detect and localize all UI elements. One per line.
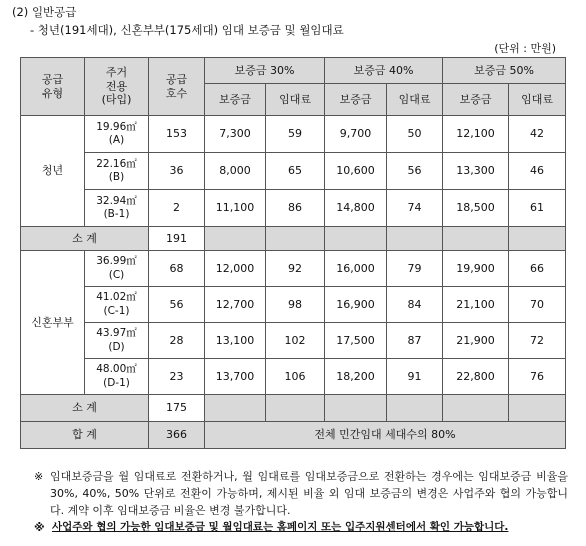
header-deposit: 보증금 bbox=[325, 84, 387, 116]
table-row bbox=[21, 116, 566, 153]
value-cell: 18,500 bbox=[443, 190, 509, 227]
rent-table bbox=[20, 57, 566, 449]
value-cell: 11,100 bbox=[205, 190, 266, 227]
value-cell: 72 bbox=[509, 323, 566, 359]
subtotal-label: 소 계 bbox=[21, 395, 149, 422]
count-cell: 68 bbox=[149, 251, 205, 287]
value-cell: 106 bbox=[266, 359, 325, 395]
area-cell: 32.94㎡ (B-1) bbox=[85, 190, 149, 227]
value-cell: 21,900 bbox=[443, 323, 509, 359]
count-cell: 23 bbox=[149, 359, 205, 395]
value-cell: 61 bbox=[509, 190, 566, 227]
value-cell: 12,700 bbox=[205, 287, 266, 323]
value-cell: 56 bbox=[387, 153, 443, 190]
value-cell: 59 bbox=[266, 116, 325, 153]
header-deposit: 보증금 bbox=[205, 84, 266, 116]
value-cell: 13,300 bbox=[443, 153, 509, 190]
total-value: 366 bbox=[149, 422, 205, 449]
value-cell: 10,600 bbox=[325, 153, 387, 190]
table-row bbox=[21, 287, 566, 323]
value-cell: 87 bbox=[387, 323, 443, 359]
note-conversion bbox=[20, 468, 568, 519]
total-note: 전체 민간임대 세대수의 80% bbox=[205, 422, 566, 449]
area-cell: 43.97㎡ (D) bbox=[85, 323, 149, 359]
value-cell: 42 bbox=[509, 116, 566, 153]
subtotal-value: 191 bbox=[149, 227, 205, 251]
value-cell: 65 bbox=[266, 153, 325, 190]
table-row bbox=[21, 153, 566, 190]
unit-label: (단위 : 만원) bbox=[494, 42, 556, 55]
value-cell: 14,800 bbox=[325, 190, 387, 227]
header-rent: 임대료 bbox=[387, 84, 443, 116]
subtotal-row bbox=[21, 227, 566, 251]
subtotal-value: 175 bbox=[149, 395, 205, 422]
value-cell: 86 bbox=[266, 190, 325, 227]
area-cell: 22.16㎡ (B) bbox=[85, 153, 149, 190]
header-count: 공급 호수 bbox=[149, 58, 205, 116]
value-cell: 16,000 bbox=[325, 251, 387, 287]
value-cell: 12,100 bbox=[443, 116, 509, 153]
area-cell: 41.02㎡ (C-1) bbox=[85, 287, 149, 323]
value-cell: 70 bbox=[509, 287, 566, 323]
value-cell: 13,700 bbox=[205, 359, 266, 395]
table-row bbox=[21, 359, 566, 395]
value-cell: 79 bbox=[387, 251, 443, 287]
count-cell: 153 bbox=[149, 116, 205, 153]
count-cell: 36 bbox=[149, 153, 205, 190]
value-cell: 74 bbox=[387, 190, 443, 227]
note-mark-icon: ※ bbox=[34, 470, 44, 483]
note-conversion-text: 임대보증금을 월 임대료로 전환하거나, 월 임대료를 임대보증금으로 전환하는 경우에는 임대보증금 비율을 30%, 40%, 50% 단위로 전환이 가능하며, 제시된 비율 외 임대 보증금의 변경은 사업주와 협의 가능합니다. 계약 이후 임대보증금 비율은 변경 불가합니다. bbox=[50, 470, 568, 517]
value-cell: 19,900 bbox=[443, 251, 509, 287]
value-cell: 50 bbox=[387, 116, 443, 153]
value-cell: 91 bbox=[387, 359, 443, 395]
section-subtitle: - 청년(191세대), 신혼부부(175세대) 임대 보증금 및 월임대료 bbox=[30, 23, 344, 37]
header-deposit-30: 보증금 30% bbox=[205, 58, 325, 84]
value-cell: 98 bbox=[266, 287, 325, 323]
section-heading: (2) 일반공급 bbox=[12, 5, 77, 19]
note-mark-icon: ※ bbox=[34, 521, 45, 534]
value-cell: 22,800 bbox=[443, 359, 509, 395]
subtotal-row bbox=[21, 395, 566, 422]
area-cell: 48.00㎡ (D-1) bbox=[85, 359, 149, 395]
area-cell: 19.96㎡ (A) bbox=[85, 116, 149, 153]
value-cell: 46 bbox=[509, 153, 566, 190]
value-cell: 17,500 bbox=[325, 323, 387, 359]
value-cell: 92 bbox=[266, 251, 325, 287]
header-area: 주거 전용 (타입) bbox=[85, 58, 149, 116]
header-deposit: 보증금 bbox=[443, 84, 509, 116]
subtotal-label: 소 계 bbox=[21, 227, 149, 251]
table-row bbox=[21, 323, 566, 359]
value-cell: 102 bbox=[266, 323, 325, 359]
table-row bbox=[21, 190, 566, 227]
count-cell: 56 bbox=[149, 287, 205, 323]
header-rent: 임대료 bbox=[266, 84, 325, 116]
value-cell: 21,100 bbox=[443, 287, 509, 323]
value-cell: 16,900 bbox=[325, 287, 387, 323]
supply-type-cell: 신혼부부 bbox=[21, 251, 85, 395]
area-cell: 36.99㎡ (C) bbox=[85, 251, 149, 287]
value-cell: 8,000 bbox=[205, 153, 266, 190]
total-row bbox=[21, 422, 566, 449]
header-supply-type: 공급 유형 bbox=[21, 58, 85, 116]
value-cell: 9,700 bbox=[325, 116, 387, 153]
table-row bbox=[21, 251, 566, 287]
value-cell: 7,300 bbox=[205, 116, 266, 153]
value-cell: 84 bbox=[387, 287, 443, 323]
note-contact-text: 사업주와 협의 가능한 임대보증금 및 월임대료는 홈페이지 또는 입주지원센터에서 확인 가능합니다. bbox=[52, 521, 509, 533]
total-label: 합 계 bbox=[21, 422, 149, 449]
value-cell: 13,100 bbox=[205, 323, 266, 359]
count-cell: 2 bbox=[149, 190, 205, 227]
value-cell: 12,000 bbox=[205, 251, 266, 287]
count-cell: 28 bbox=[149, 323, 205, 359]
header-deposit-40: 보증금 40% bbox=[325, 58, 443, 84]
supply-type-cell: 청년 bbox=[21, 116, 85, 227]
header-deposit-50: 보증금 50% bbox=[443, 58, 566, 84]
value-cell: 18,200 bbox=[325, 359, 387, 395]
value-cell: 76 bbox=[509, 359, 566, 395]
header-rent: 임대료 bbox=[509, 84, 566, 116]
value-cell: 66 bbox=[509, 251, 566, 287]
